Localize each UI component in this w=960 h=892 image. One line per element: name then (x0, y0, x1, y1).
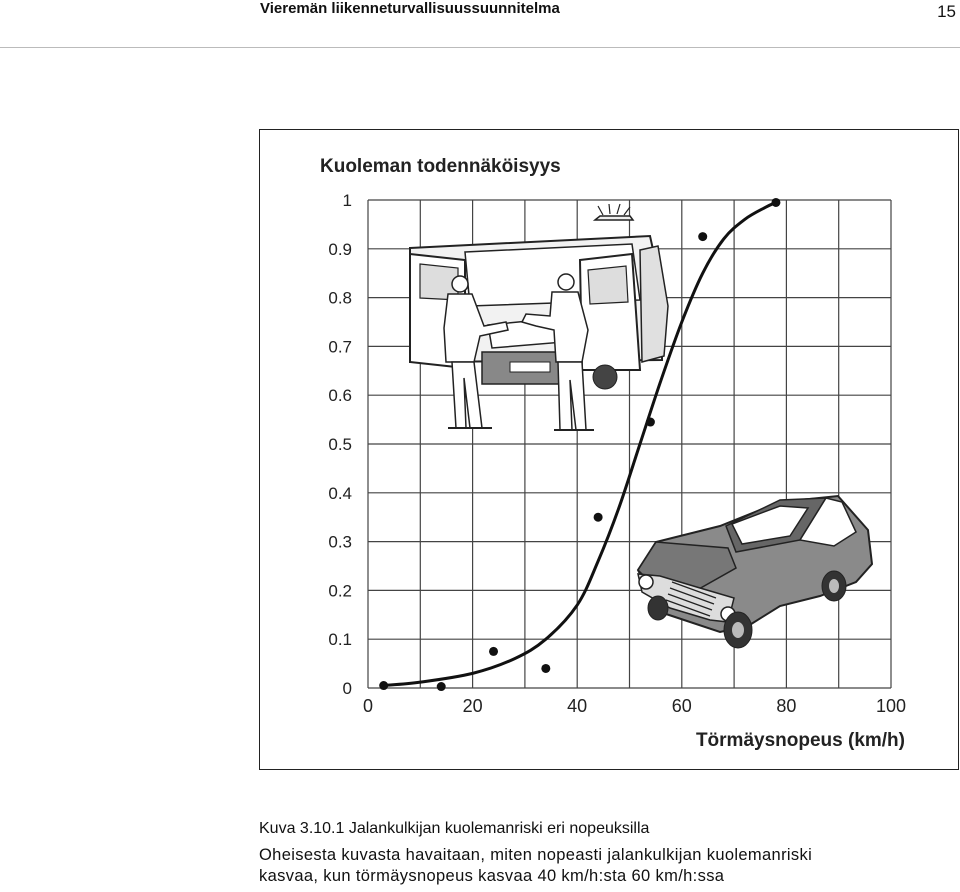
y-tick-label: 0.5 (328, 435, 352, 454)
x-tick-label: 60 (671, 696, 692, 716)
x-tick-label: 20 (462, 696, 483, 716)
body-paragraph (259, 845, 959, 887)
y-tick-label: 0.2 (328, 581, 352, 601)
y-tick-label: 0.1 (328, 630, 352, 650)
damaged-car-illustration (638, 496, 872, 648)
y-tick-label: 0.8 (328, 288, 352, 308)
x-tick-label: 100 (875, 696, 907, 716)
y-tick-label: 0.9 (328, 239, 352, 259)
data-point (541, 664, 550, 673)
chart-title: Kuoleman todennäköisyys (320, 156, 561, 177)
y-tick-label: 0.4 (328, 483, 352, 503)
data-point (594, 513, 603, 522)
header-divider (0, 47, 960, 48)
figure-caption: Kuva 3.10.1 Jalankulkijan kuolemanriski eri nopeuksilla (259, 820, 650, 837)
x-tick-label: 0 (362, 696, 374, 716)
x-tick-labels (363, 696, 906, 716)
data-point (698, 232, 707, 241)
death-probability-chart (260, 130, 958, 769)
data-point (437, 682, 446, 691)
y-tick-label: 0.3 (328, 532, 352, 552)
data-point (489, 647, 498, 656)
body-line: Oheisesta kuvasta havaitaan, miten nopeasti jalankulkijan kuolemanriski (259, 846, 813, 864)
y-tick-label: 0 (342, 679, 352, 698)
data-point (379, 681, 388, 690)
page-number: 15 (937, 2, 956, 21)
header-title: Vieremän liikenneturvallisuussuunnitelma (260, 0, 560, 17)
body-line: kasvaa, kun törmäysnopeus kasvaa 40 km/h:sta 60 km/h:ssa (259, 867, 725, 885)
y-tick-label: 1 (342, 191, 352, 210)
y-tick-label: 0.6 (328, 386, 352, 406)
x-axis-label: Törmäysnopeus (km/h) (695, 730, 905, 751)
y-tick-labels (328, 191, 352, 698)
data-point (771, 198, 780, 207)
figure-frame (259, 129, 959, 770)
chart-illustrations (410, 204, 872, 648)
y-tick-label: 0.7 (328, 337, 352, 357)
data-point (646, 418, 655, 427)
x-tick-label: 80 (776, 696, 797, 716)
x-tick-label: 40 (567, 696, 588, 716)
